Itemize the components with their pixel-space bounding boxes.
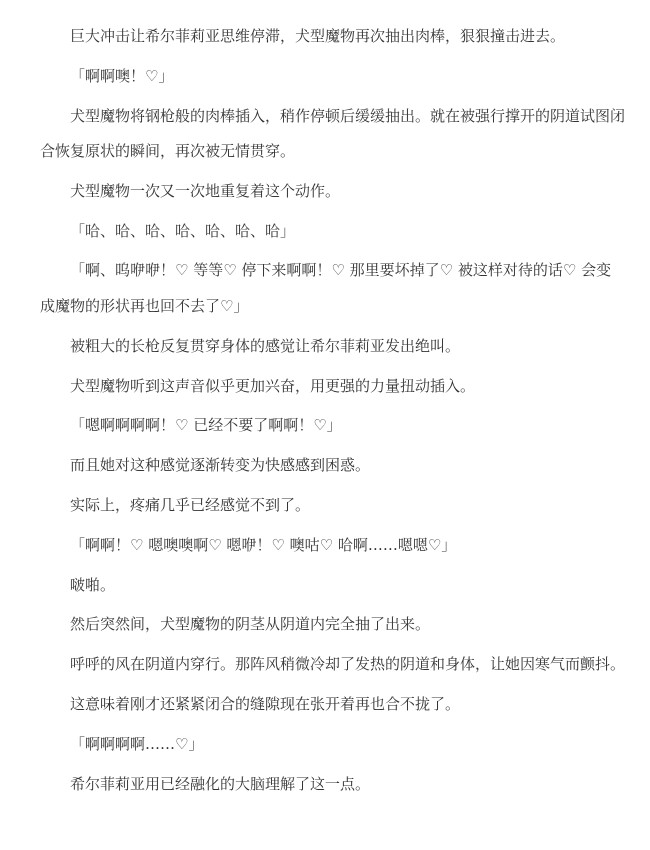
paragraph xyxy=(40,59,630,95)
text-line: 呼呼的风在阴道内穿行。那阵风稍微冷却了发热的阴道和身体，让她因寒气而颤抖。 xyxy=(70,655,626,674)
paragraph xyxy=(40,174,630,210)
paragraph xyxy=(40,528,630,564)
text-line: 这意味着刚才还紧紧闭合的缝隙现在张开着再也合不拢了。 xyxy=(70,694,461,713)
text-line: 「啊啊噢！♡」 xyxy=(70,66,174,85)
text-line: 「啊啊啊啊……♡」 xyxy=(70,734,204,753)
paragraph xyxy=(40,488,630,524)
text-line: 「哈、哈、哈、哈、哈、哈、哈」 xyxy=(70,221,296,240)
paragraph xyxy=(40,647,630,683)
paragraph xyxy=(40,687,630,723)
text-line: 「啊、呜咿咿！♡ 等等♡ 停下来啊啊！♡ 那里要坏掉了♡ 被这样对待的话♡ 会变 xyxy=(70,261,612,280)
text-line: 而且她对这种感觉逐渐转变为快感感到困惑。 xyxy=(70,456,371,475)
paragraph xyxy=(40,767,630,803)
paragraph xyxy=(40,568,630,604)
paragraph xyxy=(40,214,630,250)
text-line: 被粗大的长枪反复贯穿身体的感觉让希尔菲莉亚发出绝叫。 xyxy=(70,336,461,355)
text-line: 犬型魔物将钢枪般的肉棒插入，稍作停顿后缓缓抽出。就在被强行撑开的阴道试图闭 xyxy=(70,106,626,125)
paragraph xyxy=(40,727,630,763)
text-line: 啵啪。 xyxy=(70,575,116,594)
text-line: 犬型魔物一次又一次地重复着这个动作。 xyxy=(70,181,341,200)
text-line: 实际上，疼痛几乎已经感觉不到了。 xyxy=(70,495,311,514)
text-line: 巨大冲击让希尔菲莉亚思维停滞，犬型魔物再次抽出肉棒，狠狠撞击进去。 xyxy=(70,27,566,45)
paragraph xyxy=(40,253,630,324)
paragraph xyxy=(40,448,630,484)
text-line: 然后突然间，犬型魔物的阴茎从阴道内完全抽了出来。 xyxy=(70,615,431,634)
paragraph xyxy=(40,369,630,405)
paragraph xyxy=(40,19,630,55)
text-line: 合恢复原状的瞬间，再次被无情贯穿。 xyxy=(40,142,296,161)
paragraph xyxy=(40,607,630,643)
text-line: 成魔物的形状再也回不去了♡」 xyxy=(40,296,249,315)
text-line: 「嗯啊啊啊啊！♡ 已经不要了啊啊！♡」 xyxy=(70,416,342,435)
paragraph xyxy=(40,329,630,365)
text-line: 希尔菲莉亚用已经融化的大脑理解了这一点。 xyxy=(70,774,371,793)
text-line: 犬型魔物听到这声音似乎更加兴奋，用更强的力量扭动插入。 xyxy=(70,376,476,395)
document-body xyxy=(40,19,630,802)
text-line: 「啊啊！♡ 嗯噢噢啊♡ 嗯咿！♡ 噢咕♡ 哈啊……嗯嗯♡」 xyxy=(70,535,457,554)
paragraph xyxy=(40,99,630,170)
paragraph xyxy=(40,408,630,444)
